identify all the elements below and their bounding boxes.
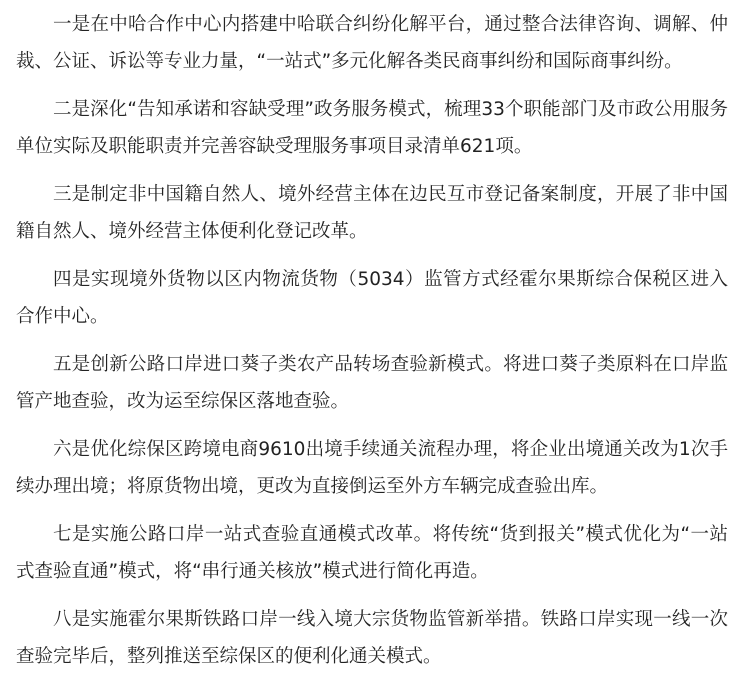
paragraph-8: 八是实施霍尔果斯铁路口岸一线入境大宗货物监管新举措。铁路口岸实现一线一次查验完毕后，整列推送至综保区的便利化通关模式。 [16,609,728,667]
paragraph-3: 三是制定非中国籍自然人、境外经营主体在边民互市登记备案制度，开展了非中国籍自然人、境外经营主体便利化登记改革。 [16,184,728,242]
paragraph-1: 一是在中哈合作中心内搭建中哈联合纠纷化解平台，通过整合法律咨询、调解、仲裁、公证、诉讼等专业力量，“一站式”多元化解各类民商事纠纷和国际商事纠纷。 [16,14,728,72]
paragraph-6: 六是优化综保区跨境电商9610出境手续通关流程办理，将企业出境通关改为1次手续办理出境；将原货物出境，更改为直接倒运至外方车辆完成查验出库。 [16,439,728,497]
paragraph-5: 五是创新公路口岸进口葵子类农产品转场查验新模式。将进口葵子类原料在口岸监管产地查验，改为运至综保区落地查验。 [16,354,728,412]
paragraph-4: 四是实现境外货物以区内物流货物（5034）监管方式经霍尔果斯综合保税区进入合作中心。 [16,269,728,327]
paragraph-2: 二是深化“告知承诺和容缺受理”政务服务模式，梳理33个职能部门及市政公用服务单位实际及职能职责并完善容缺受理服务事项目录清单621项。 [16,99,728,157]
paragraph-7: 七是实施公路口岸一站式查验直通模式改革。将传统“货到报关”模式优化为“一站式查验直通”模式，将“串行通关核放”模式进行简化再造。 [16,524,728,582]
